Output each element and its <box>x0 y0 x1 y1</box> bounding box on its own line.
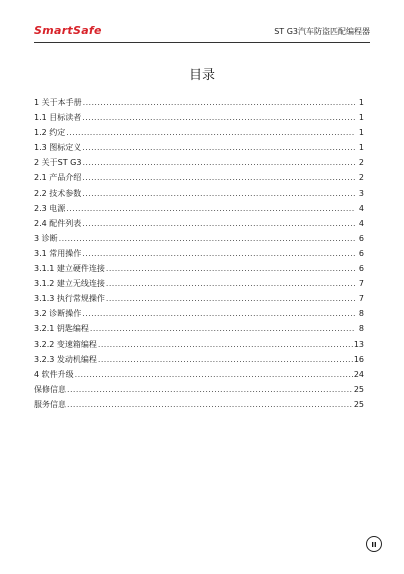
toc-entry-page: 4 <box>358 218 364 228</box>
toc-entry-page: 1 <box>358 98 364 107</box>
toc-entry[interactable] <box>34 155 364 170</box>
toc-dot-leader <box>82 306 355 321</box>
toc-dot-leader <box>83 95 355 110</box>
toc-entry-page: 6 <box>358 233 364 243</box>
toc-dot-leader <box>66 201 355 216</box>
toc-entry-page: 4 <box>358 203 364 213</box>
toc-entry-page: 16 <box>353 354 364 364</box>
toc-entry[interactable] <box>34 276 364 291</box>
toc-dot-leader <box>59 231 355 246</box>
toc-entry-page: 7 <box>358 279 364 289</box>
toc-entry-page: 1 <box>358 143 364 153</box>
toc-entry-title: 保修信息 <box>34 384 66 394</box>
toc-entry-page: 13 <box>353 339 364 349</box>
toc-entry-title: 3.1.1 建立硬件连接 <box>34 264 105 274</box>
toc-entry-page: 25 <box>353 399 364 409</box>
toc-entry-page: 24 <box>353 369 364 379</box>
toc-entry-page: 8 <box>358 309 364 319</box>
toc-dot-leader <box>106 261 355 276</box>
toc-entry[interactable] <box>34 382 364 397</box>
toc-entry[interactable] <box>34 125 364 140</box>
toc-entry-page: 25 <box>353 384 364 394</box>
toc-entry[interactable] <box>34 231 364 246</box>
toc-entry-title: 2.2 技术参数 <box>34 188 82 198</box>
toc-entry-page: 6 <box>358 248 364 258</box>
toc-dot-leader <box>75 367 353 382</box>
toc-dot-leader <box>67 382 353 397</box>
toc-entry-page: 1 <box>358 113 364 123</box>
toc-entry-page: 8 <box>358 324 364 334</box>
toc-entry[interactable] <box>34 291 364 306</box>
toc-entry-page: 7 <box>358 294 364 304</box>
toc-entry[interactable] <box>34 246 364 261</box>
toc-entry-title: 3.2.2 变速箱编程 <box>34 339 97 349</box>
toc-entry[interactable] <box>34 261 364 276</box>
toc-entry-page: 3 <box>358 188 364 198</box>
toc-entry-title: 3.2 诊断操作 <box>34 309 82 319</box>
toc-entry-title: 2.4 配件列表 <box>34 218 82 228</box>
toc-entry[interactable] <box>34 397 364 412</box>
toc-entry[interactable] <box>34 186 364 201</box>
toc-entry[interactable] <box>34 110 364 125</box>
toc-entry-page: 2 <box>358 158 364 168</box>
toc-entry-page: 1 <box>358 128 364 138</box>
toc-dot-leader <box>82 110 355 125</box>
toc-entry[interactable] <box>34 367 364 382</box>
toc-dot-leader <box>82 170 355 185</box>
toc-dot-leader <box>82 246 355 261</box>
toc-entry-title: 1.1 目标读者 <box>34 113 82 123</box>
toc-entry-page: 2 <box>358 173 364 183</box>
toc-entry-title: 服务信息 <box>34 399 66 409</box>
toc-heading: 目录 <box>188 68 215 83</box>
toc-dot-leader <box>106 291 355 306</box>
toc-entry-title: 4 软件升级 <box>34 369 74 379</box>
toc-entry[interactable] <box>34 352 364 367</box>
toc-entry-title: 3.1.2 建立无线连接 <box>34 279 105 289</box>
toc-entry-title: 3.2.3 发动机编程 <box>34 354 97 364</box>
toc-entry[interactable] <box>34 321 364 336</box>
page-number-badge: II <box>366 536 382 552</box>
toc-entry[interactable] <box>34 95 364 110</box>
toc-entry[interactable] <box>34 306 364 321</box>
toc-entry[interactable] <box>34 140 364 155</box>
toc-entry-title: 1 关于本手册 <box>34 98 82 107</box>
toc-dot-leader <box>66 125 355 140</box>
toc-entry-title: 1.3 图标定义 <box>34 143 82 153</box>
toc-entry[interactable] <box>34 170 364 185</box>
document-title: ST G3汽车防盗匹配编程器 <box>274 27 370 36</box>
toc-dot-leader <box>82 216 355 231</box>
toc-entry-page: 6 <box>358 264 364 274</box>
toc-dot-leader <box>67 397 353 412</box>
toc-entry[interactable] <box>34 216 364 231</box>
toc-dot-leader <box>90 321 355 336</box>
brand-logo: SmartSafe <box>34 24 102 37</box>
toc-entry[interactable] <box>34 337 364 352</box>
toc-entry[interactable] <box>34 201 364 216</box>
toc-dot-leader <box>98 337 353 352</box>
toc-entry-title: 3.1.3 执行常规操作 <box>34 294 105 304</box>
toc-entry-title: 1.2 约定 <box>34 128 66 138</box>
toc-entry-title: 2 关于ST G3 <box>34 158 82 168</box>
toc-entry-title: 2.1 产品介绍 <box>34 173 82 183</box>
toc-list <box>34 95 364 412</box>
toc-dot-leader <box>82 186 355 201</box>
toc-entry-title: 2.3 电源 <box>34 203 66 213</box>
toc-dot-leader <box>82 140 355 155</box>
header-divider <box>34 42 370 43</box>
toc-dot-leader <box>106 276 355 291</box>
toc-entry-title: 3 诊断 <box>34 233 58 243</box>
toc-entry-title: 3.2.1 钥匙编程 <box>34 324 89 334</box>
toc-entry-title: 3.1 常用操作 <box>34 248 82 258</box>
page-header <box>34 24 370 40</box>
toc-dot-leader <box>98 352 353 367</box>
toc-dot-leader <box>82 155 355 170</box>
